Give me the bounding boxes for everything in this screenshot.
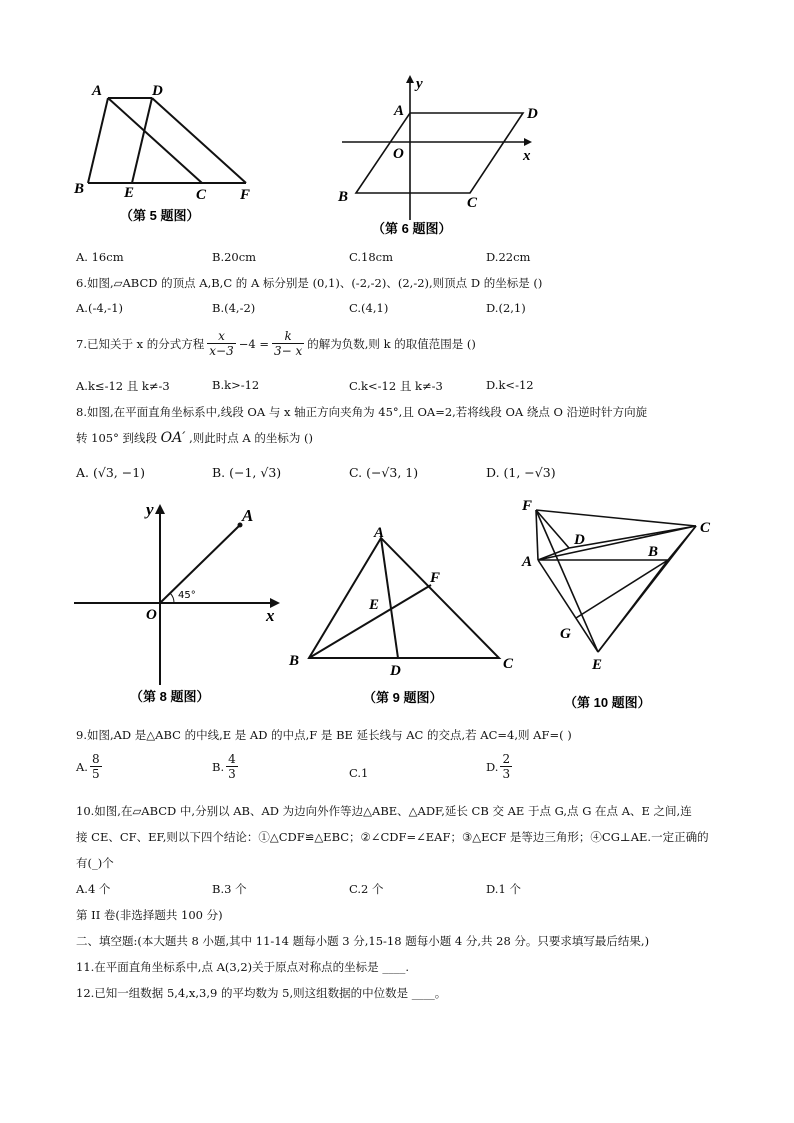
segment-fd bbox=[536, 510, 569, 548]
angle-label: 45° bbox=[178, 590, 196, 601]
figure-6-caption: （第 6 题图） bbox=[372, 221, 452, 236]
q7-fraction-1 bbox=[207, 329, 235, 358]
figure-9 bbox=[285, 522, 525, 712]
q10-stem-line-3: 有(_)个 bbox=[76, 856, 114, 870]
q7-fraction-1-den: x−3 bbox=[209, 344, 234, 358]
segment-fc bbox=[536, 510, 696, 526]
q7-option-c: C.k<-12 且 k≠-3 bbox=[349, 379, 443, 393]
q12-stem: 12.已知一组数据 5,4,x,3,9 的平均数为 5,则这组数据的中位数是 ____。 bbox=[76, 986, 447, 1000]
segment-bf bbox=[309, 585, 431, 658]
section-2-heading: 二、填空题:(本大题共 8 小题,其中 11-14 题每小题 3 分,15-18 题每小题 4 分,共 28 分。只要求填写最后结果,) bbox=[76, 934, 650, 948]
point-label-a: A bbox=[242, 506, 254, 525]
q5-option-c: C.18cm bbox=[349, 250, 394, 264]
q8-stem-line-2 bbox=[76, 430, 313, 446]
point-label-o: O bbox=[146, 607, 157, 623]
point-label-g: G bbox=[560, 626, 571, 642]
axis-label-y: y bbox=[146, 500, 154, 519]
point-label-a: A bbox=[374, 525, 385, 541]
axis-label-x: x bbox=[266, 606, 275, 625]
q8-option-b: B. (−1, √3) bbox=[212, 465, 282, 480]
q8-line2-prefix: 转 105° 到线段 bbox=[76, 431, 158, 445]
q10-option-a: A.4 个 bbox=[76, 882, 111, 896]
q9-option-c: C.1 bbox=[349, 766, 369, 780]
segment-df bbox=[152, 98, 246, 183]
q8-option-c: C. (−√3, 1) bbox=[349, 465, 419, 480]
q9-option-b-fraction bbox=[226, 752, 238, 781]
figure-10-caption: （第 10 题图） bbox=[564, 695, 651, 710]
q7-option-d: D.k<-12 bbox=[486, 378, 534, 392]
q9-option-d-label: D. bbox=[486, 759, 499, 774]
q7-option-b: B.k>-12 bbox=[212, 378, 260, 392]
segment-ac bbox=[108, 98, 202, 183]
axis-label-x: x bbox=[523, 148, 531, 164]
q9-option-b-den: 3 bbox=[228, 767, 236, 781]
point-label-b: B bbox=[74, 181, 85, 197]
point-label-f: F bbox=[522, 498, 533, 514]
section-2-title: 第 II 卷(非选择题共 100 分) bbox=[76, 908, 223, 922]
point-label-d: D bbox=[527, 106, 538, 122]
parallelogram-abcd bbox=[356, 113, 523, 193]
point-label-c: C bbox=[467, 195, 478, 211]
q6-option-a: A.(-4,-1) bbox=[76, 301, 123, 315]
point-label-a: A bbox=[92, 83, 103, 99]
segment-ab bbox=[88, 98, 108, 183]
x-axis-arrow bbox=[524, 138, 532, 146]
q11-stem: 11.在平面直角坐标系中,点 A(3,2)关于原点对称点的坐标是 ____. bbox=[76, 960, 409, 974]
q7-fraction-2-num: k bbox=[284, 329, 292, 343]
figure-5-caption: （第 5 题图） bbox=[120, 208, 200, 223]
point-label-b: B bbox=[338, 189, 349, 205]
q7-option-a: A.k≤-12 且 k≠-3 bbox=[76, 379, 170, 393]
q10-option-c: C.2 个 bbox=[349, 882, 384, 896]
point-label-f: F bbox=[430, 570, 441, 586]
point-label-d: D bbox=[390, 663, 401, 679]
q9-option-d-num: 2 bbox=[502, 752, 511, 766]
point-label-b: B bbox=[648, 544, 659, 560]
point-label-c: C bbox=[503, 656, 514, 672]
q10-stem-line-1: 10.如图,在▱ABCD 中,分别以 AB、AD 为边向外作等边△ABE、△ADF,延长 CB 交 AE 于点 G,点 G 在点 A、E 之间,连 bbox=[76, 804, 692, 818]
y-axis-arrow bbox=[155, 504, 165, 514]
q8-stem-line-1: 8.如图,在平面直角坐标系中,线段 OA 与 x 轴正方向夹角为 45°,且 OA=2,若将线段 OA 绕点 O 沿逆时针方向旋 bbox=[76, 405, 648, 419]
figure-5 bbox=[70, 75, 270, 235]
figure-9-caption: （第 9 题图） bbox=[363, 690, 443, 705]
q6-option-c: C.(4,1) bbox=[349, 301, 389, 315]
q7-suffix: 的解为负数,则 k 的取值范围是 () bbox=[307, 336, 476, 351]
q7-fraction-1-num: x bbox=[218, 329, 225, 343]
q5-option-d: D.22cm bbox=[486, 250, 531, 264]
q10-option-b: B.3 个 bbox=[212, 882, 247, 896]
q7-stem bbox=[76, 329, 476, 358]
q9-option-a-num: 8 bbox=[91, 752, 100, 766]
y-axis-arrow bbox=[406, 75, 414, 83]
q9-option-a bbox=[76, 752, 102, 781]
point-label-a: A bbox=[394, 103, 405, 119]
point-label-e: E bbox=[592, 657, 603, 673]
segment-cg bbox=[576, 560, 668, 618]
point-label-d: D bbox=[574, 532, 585, 548]
median-ad bbox=[381, 538, 398, 658]
q9-option-b bbox=[212, 752, 238, 781]
figure-8 bbox=[70, 495, 290, 715]
figure-10 bbox=[510, 492, 740, 717]
q9-option-b-num: 4 bbox=[228, 752, 236, 766]
segment-ce bbox=[598, 526, 696, 652]
q9-option-d-den: 3 bbox=[502, 767, 511, 781]
q8-segment-oa-prime: OA′ bbox=[160, 430, 186, 446]
q7-fraction-2 bbox=[272, 329, 304, 358]
axis-label-y: y bbox=[416, 76, 423, 92]
point-label-f: F bbox=[240, 187, 251, 203]
point-label-e: E bbox=[124, 185, 135, 201]
q8-line2-suffix: ,则此时点 A 的坐标为 () bbox=[189, 431, 314, 445]
segment-de bbox=[132, 98, 152, 183]
q9-option-a-fraction bbox=[90, 752, 102, 781]
q7-middle: −4 = bbox=[238, 336, 269, 351]
q10-stem-line-2: 接 CE、CF、EF,则以下四个结论：①△CDF≌△EBC；②∠CDF=∠EAF；③△ECF 是等边三角形；④CG⊥AE.一定正确的 bbox=[76, 830, 709, 844]
figure-8-caption: （第 8 题图） bbox=[130, 689, 210, 704]
point-label-e: E bbox=[369, 597, 380, 613]
q10-option-d: D.1 个 bbox=[486, 882, 521, 896]
q5-option-a: A. 16cm bbox=[76, 250, 124, 264]
point-label-d: D bbox=[152, 83, 163, 99]
figure-6 bbox=[330, 70, 550, 240]
q9-option-a-den: 5 bbox=[91, 767, 100, 781]
q7-fraction-2-den: 3− x bbox=[274, 344, 303, 358]
q8-option-a: A. (√3, −1) bbox=[76, 465, 146, 480]
q9-option-d bbox=[486, 752, 512, 781]
q6-option-b: B.(4,-2) bbox=[212, 301, 256, 315]
point-label-c: C bbox=[196, 187, 207, 203]
point-label-o: O bbox=[393, 146, 404, 162]
point-label-c: C bbox=[700, 520, 711, 536]
point-label-b: B bbox=[289, 653, 300, 669]
segment-oa bbox=[160, 525, 240, 603]
q9-option-b-label: B. bbox=[212, 759, 225, 774]
segment-fa bbox=[536, 510, 538, 560]
q5-option-b: B.20cm bbox=[212, 250, 257, 264]
q9-option-d-fraction bbox=[500, 752, 512, 781]
point-label-a: A bbox=[522, 554, 533, 570]
q8-option-d: D. (1, −√3) bbox=[486, 465, 556, 480]
q7-prefix: 7.已知关于 x 的分式方程 bbox=[76, 336, 205, 351]
q6-stem: 6.如图,▱ABCD 的顶点 A,B,C 的 A 标分别是 (0,1)、(-2,-2)、(2,-2),则顶点 D 的坐标是 () bbox=[76, 276, 543, 290]
q9-stem: 9.如图,AD 是△ABC 的中线,E 是 AD 的中点,F 是 BE 延长线与 AC 的交点,若 AC=4,则 AF=( ) bbox=[76, 728, 572, 742]
q6-option-d: D.(2,1) bbox=[486, 301, 526, 315]
angle-arc bbox=[170, 593, 174, 603]
q9-option-a-label: A. bbox=[76, 759, 88, 774]
